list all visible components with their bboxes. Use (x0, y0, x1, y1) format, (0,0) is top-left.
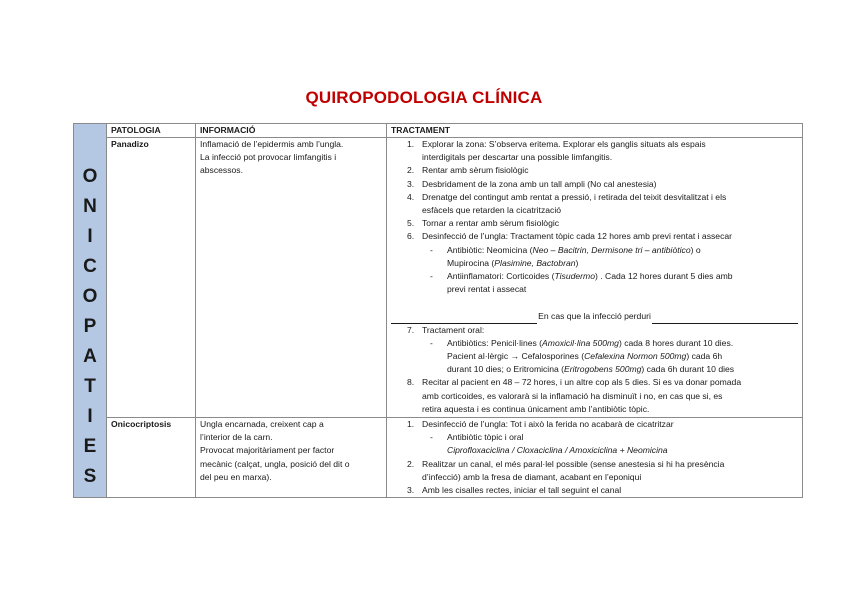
page-title: QUIROPODOLOGIA CLÍNICA (305, 88, 543, 107)
side-letter: O (82, 166, 98, 187)
dash-bullet: - (430, 271, 433, 282)
list-item (391, 418, 798, 431)
list-item (391, 191, 798, 217)
item-number: 1. (407, 419, 415, 430)
dash-bullet: - (430, 244, 433, 255)
side-letter: T (84, 376, 96, 397)
text-run: ) cada 8 hores durant 10 dies. (618, 337, 734, 348)
item-text: interdigitals per descartar una possible limfangitis. (422, 152, 613, 163)
drug-name: Ciprofloxaciclina / Cloxaciclina / Amoxiciclina + Neomicina (447, 445, 668, 456)
list-item (391, 230, 798, 243)
item-number: 4. (407, 191, 415, 202)
list-item (391, 458, 798, 484)
text-run: Antiinflamatori: Corticoides ( (447, 271, 555, 282)
item-text: Drenatge del contingut amb rentat a pressió, i retirada del teixit desvitalitzat i els (422, 191, 727, 202)
item-number: 8. (407, 377, 415, 388)
item-number: 2. (407, 165, 415, 176)
drug-name: Tisudermo (554, 271, 595, 282)
drug-name: Eritrogobens 500mg (564, 364, 642, 375)
item-number: 3. (407, 178, 415, 189)
info-cell (196, 418, 387, 498)
item-text: amb corticoides, es valorarà si la inflamació ha disminuït i no, en cas que si, es (422, 390, 723, 401)
drug-name: Amoxicil·lina 500mg (542, 337, 619, 348)
item-text: esfàcels que retarden la cicatrització (422, 205, 562, 216)
tractament-cell (387, 418, 803, 498)
side-letter: N (83, 196, 97, 217)
header-patologia: PATOLOGIA (107, 124, 196, 138)
item-number: 2. (407, 458, 415, 469)
header-row (74, 124, 803, 138)
text-run: ) cada 6h (686, 351, 723, 362)
side-letter: A (83, 346, 97, 367)
item-number: 6. (407, 231, 415, 242)
separator-text: En cas que la infecció perduri (538, 311, 651, 322)
text-run: Antibiòtic: Neomicina ( (447, 244, 533, 255)
sub-item (391, 431, 798, 444)
item-text: Desinfecció de l’ungla: Tractament tòpic cada 12 hores amb previ rentat i assecar (422, 231, 733, 242)
rule-right (652, 314, 798, 324)
side-letter: S (83, 466, 97, 487)
list-item (391, 324, 798, 337)
item-text: Antibiòtic tòpic i oral (447, 432, 524, 443)
rule-left (391, 314, 537, 324)
dash-bullet: - (430, 432, 433, 443)
item-text: Tornar a rentar amb sèrum fisiològic (422, 218, 560, 229)
item-text: Rentar amb sèrum fisiològic (422, 165, 529, 176)
item-number: 1. (407, 139, 415, 149)
item-text: Amb les cisalles rectes, iniciar el tall seguint el canal (422, 485, 622, 496)
item-text: Tractament oral: (422, 324, 485, 335)
sub-item (391, 337, 798, 377)
item-text (447, 363, 798, 376)
text-run: ) o (690, 244, 701, 255)
text-run: ) (575, 257, 579, 268)
drug-name: Neo – Bacitrin, Dermisone tri – antibiòtico (532, 244, 691, 255)
list-item (391, 217, 798, 230)
text-run: ) . Cada 12 hores durant 5 dies amb (595, 271, 733, 282)
item-number: 7. (407, 324, 415, 335)
info-line: Ungla encarnada, creixent cap a (200, 419, 324, 430)
treatment-table (73, 123, 803, 498)
list-item (391, 138, 798, 164)
item-text (447, 257, 798, 270)
sub-item (391, 244, 798, 270)
text-run: Pacient al·lèrgic → Cefalosporines ( (447, 351, 585, 362)
drug-name: Plasimine, Bactobran (494, 257, 576, 268)
side-letter: P (83, 316, 97, 337)
side-label-column (74, 124, 107, 498)
info-line: Provocat majoritàriament per factor (200, 445, 335, 456)
info-line: mecànic (calçat, ungla, posició del dit o (200, 458, 350, 469)
info-line: l’interior de la carn. (200, 432, 273, 443)
item-text: retira aquesta i es continua únicament amb l’antibiòtic tòpic. (422, 403, 650, 414)
info-line: La infecció pot provocar limfangitis i (200, 152, 337, 163)
item-text: d’infecció) amb la fresa de diamant, acabant en l’eponiqui (422, 471, 642, 482)
item-number: 3. (407, 485, 415, 496)
side-letter: I (87, 406, 93, 427)
text-run: Mupirocina ( (447, 257, 495, 268)
item-text: Desinfecció de l’ungla: Tot i això la ferida no acabarà de cicatritzar (422, 419, 674, 430)
item-text (447, 270, 798, 283)
text-run: Antibiòtics: Penicil·lines ( (447, 337, 543, 348)
info-cell (196, 138, 387, 418)
item-text (447, 350, 798, 363)
item-text: Explorar la zona: S’observa eritema. Explorar els ganglis situats als espais (422, 139, 706, 149)
drug-name: Cefalexina Normon 500mg (584, 351, 687, 362)
item-text: Recitar al pacient en 48 – 72 hores, i un altre cop als 5 dies. Si es va donar pomada (422, 377, 742, 388)
item-text (447, 337, 798, 350)
text-run: ) cada 6h durant 10 dies (641, 364, 735, 375)
side-letter: C (83, 256, 97, 277)
side-label-onicopaties (74, 124, 106, 492)
dash-bullet: - (430, 337, 433, 348)
patologia-cell: Onicocriptosis (107, 418, 196, 498)
separator-line (391, 296, 798, 323)
sub-item (391, 270, 798, 296)
item-text: previ rentat i assecat (447, 284, 527, 295)
tractament-cell (387, 138, 803, 418)
text-run: durant 10 dies; o Eritromicina ( (447, 364, 565, 375)
item-number: 5. (407, 218, 415, 229)
info-line: abscessos. (200, 165, 243, 176)
header-tractament: TRACTAMENT (387, 124, 803, 138)
info-line: del peu en marxa). (200, 471, 272, 482)
item-text (447, 244, 798, 257)
list-item (391, 484, 798, 497)
info-line: Inflamació de l’epidermis amb l’ungla. (200, 139, 344, 149)
side-letter: I (87, 226, 93, 247)
header-informacio: INFORMACIÓ (196, 124, 387, 138)
list-item (391, 164, 798, 177)
side-letter: E (83, 436, 97, 457)
table-row (74, 138, 803, 418)
drug-list (391, 444, 798, 457)
table-row (74, 418, 803, 498)
list-item (391, 376, 798, 389)
list-item (391, 178, 798, 191)
item-text: Desbridament de la zona amb un tall ampli (No cal anestesia) (422, 178, 657, 189)
side-letter: O (82, 286, 98, 307)
patologia-cell: Panadizo (107, 138, 196, 418)
item-text: Realitzar un canal, el més paral·lel possible (sense anestesia si hi ha presència (422, 458, 725, 469)
